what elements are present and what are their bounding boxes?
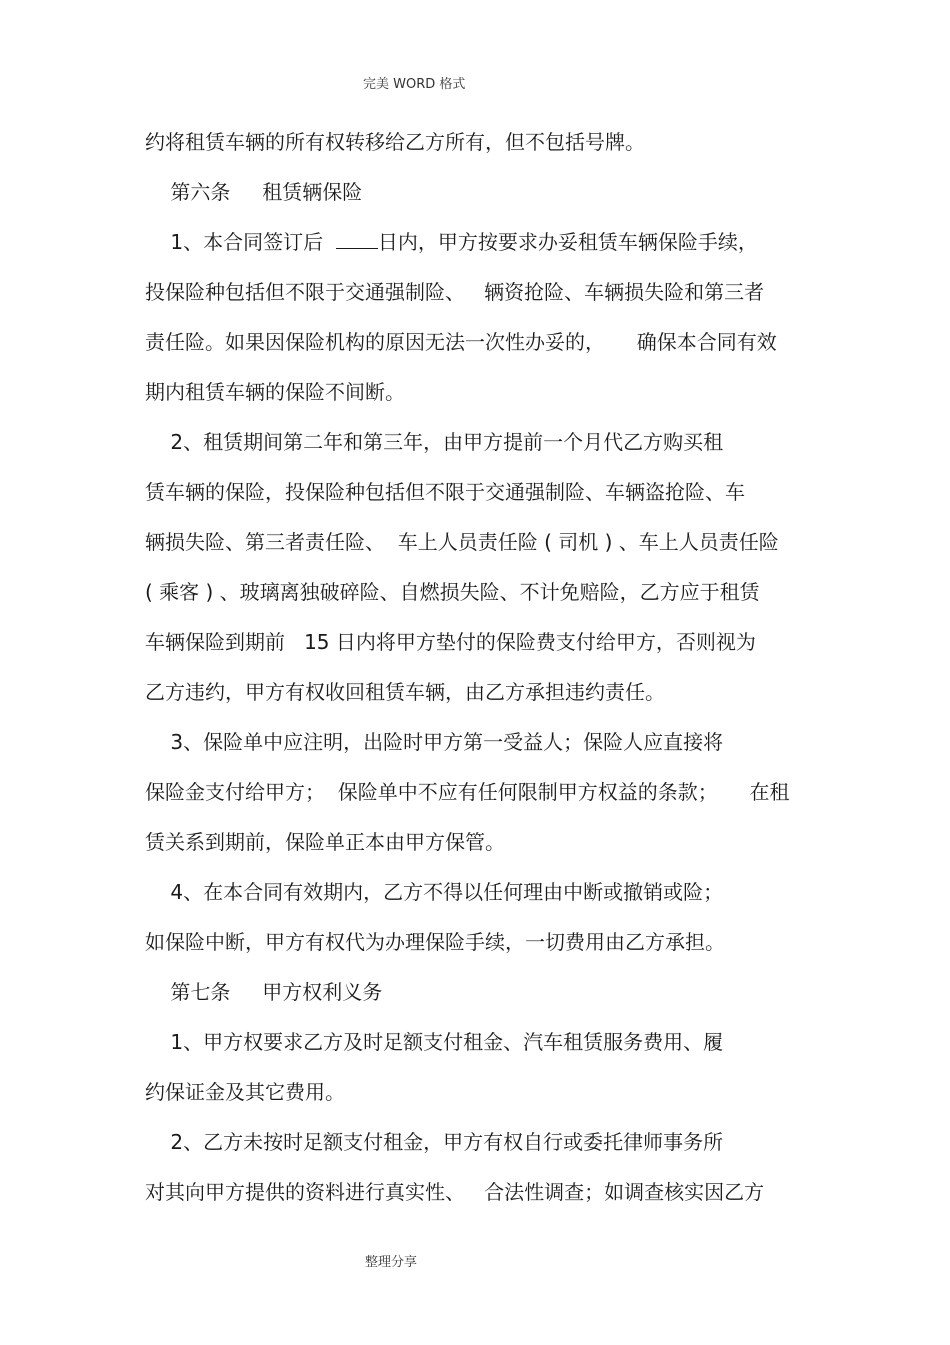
body-line: 2、租赁期间第二年和第三年，由甲方提前一个月代乙方购买租: [145, 430, 724, 454]
body-line: 投保险种包括但不限于交通强制险、 辆资抢险、车辆损失险和第三者: [145, 280, 765, 304]
body-line: [145, 228, 758, 256]
page-header: 完美 WORD 格式: [363, 77, 466, 92]
body-line: 车辆保险到期前 15 日内将甲方垫付的保险费支付给甲方，否则视为: [145, 630, 756, 654]
article-6-heading: 第六条 租赁辆保险: [145, 180, 363, 204]
body-line: 约保证金及其它费用。: [145, 1080, 345, 1104]
fill-in-blank: [336, 228, 378, 249]
body-line: 2、乙方未按时足额支付租金，甲方有权自行或委托律师事务所: [145, 1130, 724, 1154]
body-line: 如保险中断，甲方有权代为办理保险手续，一切费用由乙方承担。: [145, 930, 725, 954]
body-line-part: 日内，甲方按要求办妥租赁车辆保险手续，: [377, 230, 758, 254]
body-line: 保险金支付给甲方； 保险单中不应有任何限制甲方权益的条款； 在租: [145, 780, 790, 804]
body-line: 赁关系到期前，保险单正本由甲方保管。: [145, 830, 505, 854]
body-line: 1、甲方权要求乙方及时足额支付租金、汽车租赁服务费用、履: [145, 1030, 724, 1054]
body-line: ( 乘客 ) 、玻璃离独破碎险、自燃损失险、不计免赔险，乙方应于租赁: [145, 580, 760, 604]
body-line: 4、在本合同有效期内，乙方不得以任何理由中断或撤销或险；: [145, 880, 724, 904]
body-line: 3、保险单中应注明，出险时甲方第一受益人；保险人应直接将: [145, 730, 724, 754]
body-line: 辆损失险、第三者责任险、 车上人员责任险 ( 司机 ) 、车上人员责任险: [145, 530, 779, 554]
body-line: 对其向甲方提供的资料进行真实性、 合法性调查；如调查核实因乙方: [145, 1180, 765, 1204]
page-footer: 整理分享: [365, 1255, 418, 1270]
body-line-part: 1、本合同签订后: [145, 230, 336, 254]
body-line: 期内租赁车辆的保险不间断。: [145, 380, 405, 404]
body-line: 赁车辆的保险，投保险种包括但不限于交通强制险、车辆盗抢险、车: [145, 480, 745, 504]
body-line: 责任险。如果因保险机构的原因无法一次性办妥的， 确保本合同有效: [145, 330, 777, 354]
article-7-heading: 第七条 甲方权利义务: [145, 980, 383, 1004]
body-line: 乙方违约，甲方有权收回租赁车辆，由乙方承担违约责任。: [145, 680, 665, 704]
body-line: 约将租赁车辆的所有权转移给乙方所有，但不包括号牌。: [145, 130, 645, 154]
